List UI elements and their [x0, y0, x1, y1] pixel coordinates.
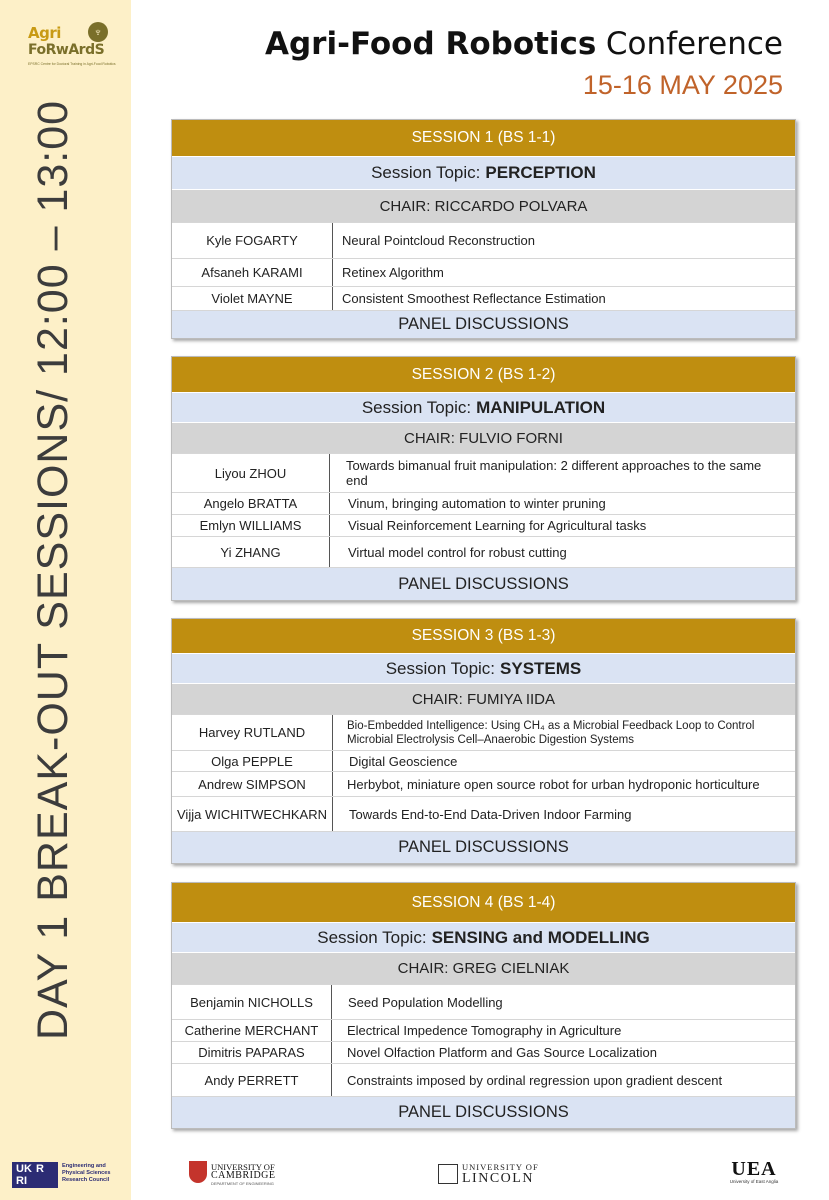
- session-topic: [172, 156, 795, 189]
- talk-speaker: Violet MAYNE: [172, 287, 333, 310]
- cambridge-line1: UNIVERSITY OF: [211, 1162, 275, 1172]
- session-topic-prefix: Session Topic:: [385, 658, 496, 678]
- talk-row: [172, 796, 795, 831]
- session-heading: SESSION 4 (BS 1-4): [172, 883, 795, 922]
- session-topic-name: SYSTEMS: [500, 658, 582, 678]
- panel-discussions: PANEL DISCUSSIONS: [172, 310, 795, 338]
- talk-speaker: Yi ZHANG: [172, 537, 330, 567]
- cambridge-line2: CAMBRIDGE: [211, 1170, 276, 1181]
- session-4: [171, 882, 796, 1129]
- panel-discussions: PANEL DISCUSSIONS: [172, 1096, 795, 1128]
- talk-row: [172, 286, 795, 310]
- session-heading: SESSION 2 (BS 1-2): [172, 357, 795, 392]
- agriforwards-logo: [28, 22, 116, 82]
- talk-title: Bio-Embedded Intelligence: Using CH₄ as a Microbial Feedback Loop to Control Microbial Electrolysis Cell–Anaerobic Digestion Systems: [347, 719, 755, 746]
- talk-speaker: Vijja WICHITWECHKARN: [172, 797, 333, 831]
- talk-speaker: Afsaneh KARAMI: [172, 259, 333, 286]
- talk-title: Digital Geoscience: [349, 753, 458, 769]
- talk-row: [172, 514, 795, 536]
- session-chair: CHAIR: RICCARDO POLVARA: [172, 189, 795, 222]
- session-topic-prefix: Session Topic:: [361, 397, 472, 417]
- lincoln-logo: [438, 1162, 550, 1188]
- talk-title: Novel Olfaction Platform and Gas Source Localization: [347, 1045, 657, 1060]
- talk-speaker: Dimitris PAPARAS: [172, 1042, 332, 1063]
- uea-mark: UEA: [731, 1158, 777, 1180]
- talk-title: Towards bimanual fruit manipulation: 2 different approaches to the same end: [346, 458, 762, 488]
- talk-row: [172, 536, 795, 567]
- cambridge-line3: DEPARTMENT OF ENGINEERING: [211, 1181, 274, 1186]
- talk-title: Vinum, bringing automation to winter pruning: [348, 496, 606, 511]
- logo-tagline: EPSRC Centre for Doctoral Training in Agri-Food Robotics: [28, 62, 116, 66]
- logo-line1: Agri: [28, 24, 61, 42]
- wheat-icon: ♆: [88, 22, 108, 42]
- talk-row: [172, 714, 795, 750]
- talk-speaker: Angelo BRATTA: [172, 493, 330, 514]
- talk-row: [172, 1019, 795, 1041]
- session-topic: [172, 392, 795, 422]
- talk-speaker: Olga PEPPLE: [172, 751, 333, 771]
- sidebar: [0, 0, 131, 1200]
- vertical-title-wrap: [18, 99, 88, 1040]
- talk-speaker: Liyou ZHOU: [172, 454, 330, 492]
- session-topic: [172, 653, 795, 683]
- session-3: [171, 618, 796, 864]
- session-heading: SESSION 3 (BS 1-3): [172, 619, 795, 653]
- talk-row: [172, 1041, 795, 1063]
- session-topic-prefix: Session Topic:: [317, 927, 427, 947]
- ukri-logo: [12, 1162, 122, 1190]
- lincoln-line1: UNIVERSITY OF: [462, 1162, 539, 1172]
- cambridge-logo: [189, 1161, 289, 1187]
- session-topic: [172, 922, 795, 952]
- talk-row: [172, 771, 795, 796]
- talk-title: Virtual model control for robust cutting: [348, 544, 567, 560]
- talk-title: Retinex Algorithm: [342, 265, 444, 280]
- conference-date: 15-16 MAY 2025: [582, 70, 783, 100]
- session-chair: CHAIR: FULVIO FORNI: [172, 422, 795, 453]
- talk-row: [172, 258, 795, 286]
- talk-row: [172, 222, 795, 258]
- talk-title: Towards End-to-End Data-Driven Indoor Farming: [349, 806, 632, 822]
- session-topic-prefix: Session Topic:: [371, 163, 481, 182]
- talk-title: Electrical Impedence Tomography in Agriculture: [347, 1023, 622, 1038]
- talk-row: [172, 1063, 795, 1096]
- lincoln-crest-icon: [438, 1164, 458, 1184]
- session-heading: SESSION 1 (BS 1-1): [172, 120, 795, 156]
- uea-logo: [724, 1159, 784, 1189]
- session-2: [171, 356, 796, 601]
- talk-row: [172, 492, 795, 514]
- talk-title: Seed Population Modelling: [348, 994, 503, 1010]
- ukri-text: Engineering and Physical Sciences Research Council: [62, 1163, 111, 1183]
- ukri-mark: UK R RI: [12, 1162, 58, 1188]
- session-1: [171, 119, 796, 339]
- talk-speaker: Emlyn WILLIAMS: [172, 515, 330, 536]
- lincoln-line2: LINCOLN: [462, 1171, 534, 1186]
- session-topic-name: MANIPULATION: [476, 397, 606, 417]
- talk-title: Visual Reinforcement Learning for Agricultural tasks: [348, 518, 647, 533]
- talk-row: [172, 750, 795, 771]
- talk-title: Neural Pointcloud Reconstruction: [342, 233, 535, 248]
- talk-speaker: Andy PERRETT: [172, 1064, 332, 1096]
- session-topic-name: SENSING and MODELLING: [431, 927, 650, 947]
- talk-title: Consistent Smoothest Reflectance Estimation: [342, 291, 606, 306]
- talk-speaker: Catherine MERCHANT: [172, 1020, 332, 1041]
- conference-title-regular: Conference: [605, 26, 783, 62]
- panel-discussions: PANEL DISCUSSIONS: [172, 567, 795, 600]
- talk-speaker: Andrew SIMPSON: [172, 772, 333, 796]
- talk-speaker: Benjamin NICHOLLS: [172, 985, 332, 1019]
- cambridge-crest-icon: [189, 1161, 207, 1183]
- conference-title: [265, 24, 783, 63]
- session-chair: CHAIR: FUMIYA IIDA: [172, 683, 795, 714]
- talk-speaker: Kyle FOGARTY: [172, 223, 333, 258]
- vertical-title: DAY 1 BREAK-OUT SESSIONS/ 12:00 – 13:00: [29, 99, 77, 1040]
- session-chair: CHAIR: GREG CIELNIAK: [172, 952, 795, 984]
- talk-row: [172, 453, 795, 492]
- logo-line2: FoRwArdS: [28, 42, 105, 58]
- talk-title: Herbybot, miniature open source robot for urban hydroponic horticulture: [347, 776, 760, 792]
- session-topic-name: PERCEPTION: [485, 163, 596, 182]
- talk-row: [172, 984, 795, 1019]
- talk-title: Constraints imposed by ordinal regression upon gradient descent: [347, 1072, 723, 1088]
- conference-title-bold: Agri-Food Robotics: [265, 26, 597, 62]
- talk-speaker: Harvey RUTLAND: [172, 715, 333, 750]
- uea-text: University of East Anglia: [729, 1179, 779, 1184]
- panel-discussions: PANEL DISCUSSIONS: [172, 831, 795, 863]
